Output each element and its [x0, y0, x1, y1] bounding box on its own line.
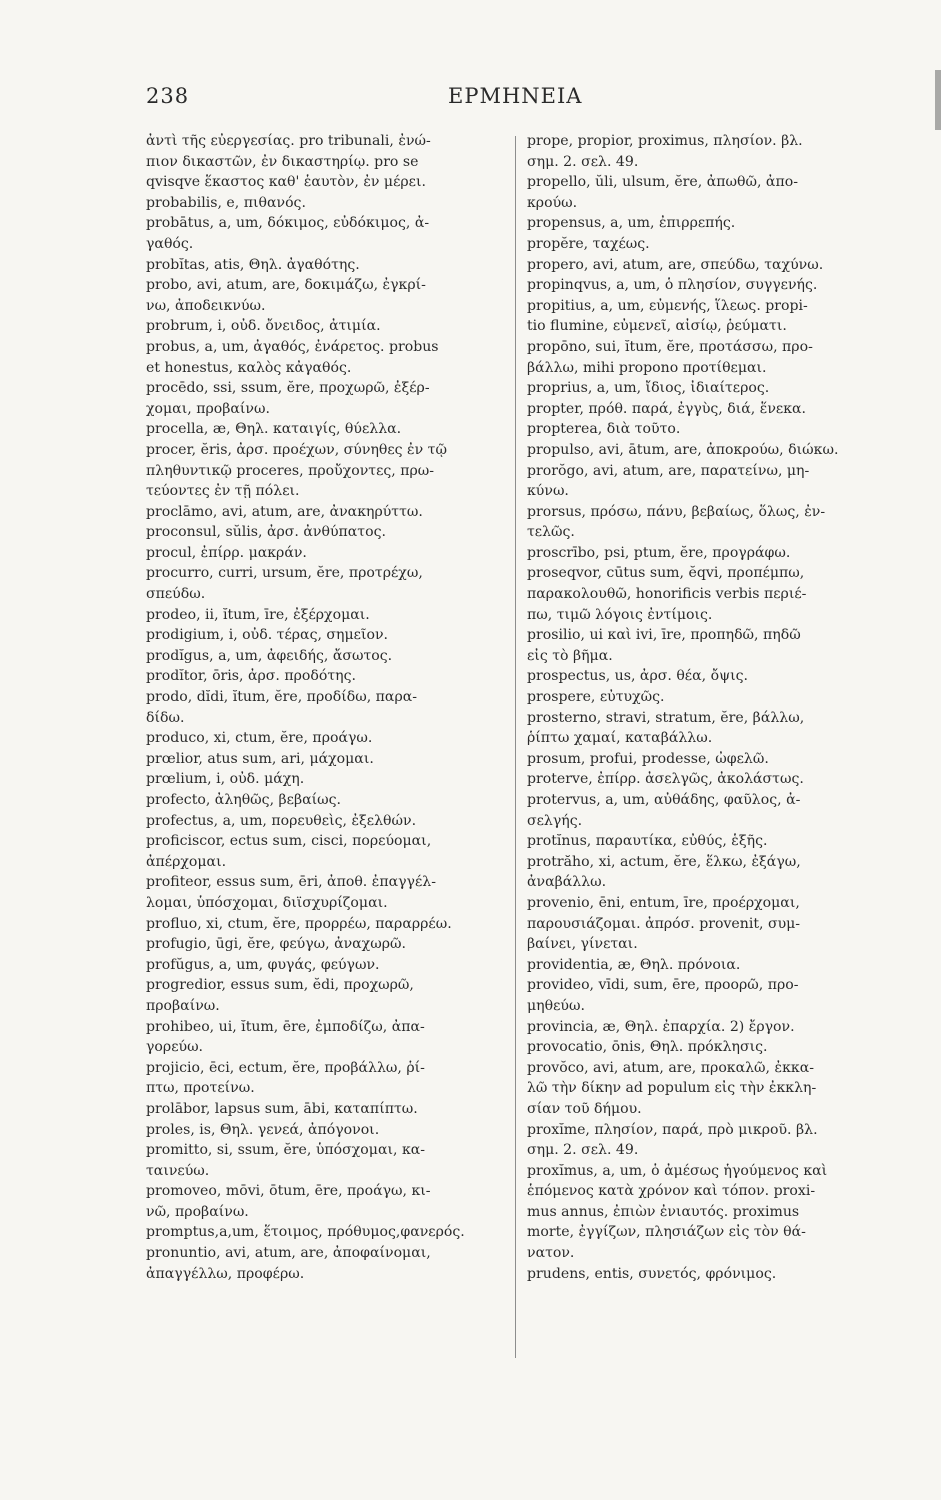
- dictionary-line: propter, πρόθ. παρά, ἐγγὺς, διά, ἕνεκα.: [527, 400, 806, 417]
- page-header: [0, 84, 941, 110]
- dictionary-line: ἑπόμενος κατὰ χρόνον καὶ τόπον. proxi-: [527, 1183, 816, 1200]
- dictionary-line: propōno, sui, ĭtum, ĕre, προτάσσω, προ-: [527, 338, 813, 355]
- dictionary-line: ἀπέρχομαι.: [146, 853, 227, 870]
- dictionary-line: providentia, æ, Θηλ. πρόνοια.: [527, 956, 741, 973]
- dictionary-line: κρούω.: [527, 194, 578, 211]
- dictionary-line: πω, τιμῶ λόγοις ἐντίμοις.: [527, 606, 713, 623]
- dictionary-line: prodeo, ii, ĭtum, īre, ἐξέρχομαι.: [146, 606, 370, 623]
- dictionary-line: prodo, dĭdi, ĭtum, ĕre, προδίδω, παρα-: [146, 689, 418, 706]
- dictionary-line: prodigium, i, οὐδ. τέρας, σημεῖον.: [146, 627, 389, 644]
- dictionary-line: πληθυντικῷ proceres, προὔχοντες, πρω-: [146, 462, 435, 479]
- running-title: ΕΡΜΗΝΕΙΑ: [448, 84, 583, 108]
- dictionary-line: profectus, a, um, πορευθεὶς, ἐξελθών.: [146, 812, 417, 829]
- dictionary-line: νω, ἀποδεικνύω.: [146, 297, 266, 314]
- dictionary-line: proles, is, Θηλ. γενεά, ἀπόγονοι.: [146, 1121, 380, 1138]
- dictionary-line: ἀντὶ τῆς εὐεργεσίας. pro tribunali, ἐνώ-: [146, 133, 431, 149]
- dictionary-line: prœlium, i, οὐδ. μάχη.: [146, 771, 305, 788]
- dictionary-line: ῥίπτω χαμαί, καταβάλλω.: [527, 730, 713, 747]
- dictionary-line: propensus, a, um, ἐπιρρεπής.: [527, 215, 736, 232]
- dictionary-line: propero, avi, atum, are, σπεύδω, ταχύνω.: [527, 256, 824, 273]
- dictionary-line: prœlior, atus sum, ari, μάχομαι.: [146, 750, 374, 767]
- dictionary-line: procer, ĕris, ἀρσ. προέχων, σύνηθες ἐν τῷ: [146, 441, 447, 458]
- dictionary-line: prosum, profui, prodesse, ὠφελῶ.: [527, 750, 769, 767]
- dictionary-line: proficiscor, ectus sum, cisci, πορεύομαι,: [146, 833, 432, 850]
- dictionary-line: σελγής.: [527, 812, 583, 829]
- dictionary-line: τελῶς.: [527, 524, 575, 541]
- dictionary-line: provocatio, ōnis, Θηλ. πρόκλησις.: [527, 1039, 768, 1056]
- dictionary-line: prodĭgus, a, um, ἀφειδής, ἄσωτος.: [146, 647, 393, 664]
- dictionary-line: χομαι, προβαίνω.: [146, 400, 270, 417]
- dictionary-line: promoveo, mōvi, ōtum, ēre, προάγω, κι-: [146, 1183, 431, 1200]
- dictionary-line: prolābor, lapsus sum, ābi, καταπίπτω.: [146, 1100, 418, 1117]
- dictionary-line: et honestus, καλὸς κἀγαθός.: [146, 359, 352, 376]
- dictionary-line: probo, avi, atum, are, δοκιμάζω, ἐγκρί-: [146, 277, 426, 294]
- dictionary-line: παρακολουθῶ, honorificis verbis περιέ-: [527, 586, 807, 603]
- dictionary-line: γαθός.: [146, 235, 194, 252]
- dictionary-line: prohibeo, ui, ĭtum, ēre, ἐμποδίζω, ἀπα-: [146, 1018, 425, 1035]
- right-column: [527, 131, 909, 1284]
- dictionary-line: profugio, ūgi, ĕre, φεύγω, ἀναχωρῶ.: [146, 936, 406, 953]
- dictionary-line: ἀναβάλλω.: [527, 874, 607, 891]
- dictionary-line: proxĭmus, a, um, ὁ ἀμέσως ἡγούμενος καὶ: [527, 1162, 828, 1179]
- dictionary-line: proprius, a, um, ἴδιος, ἰδιαίτερος.: [527, 380, 770, 397]
- dictionary-line: promitto, si, ssum, ĕre, ὑπόσχομαι, κα-: [146, 1142, 426, 1159]
- dictionary-line: probus, a, um, ἀγαθός, ἐνάρετος. probus: [146, 338, 439, 355]
- dictionary-line: δίδω.: [146, 709, 185, 726]
- dictionary-line: profŭgus, a, um, φυγάς, φεύγων.: [146, 956, 380, 973]
- dictionary-line: proconsul, sŭlis, ἀρσ. ἀνθύπατος.: [146, 524, 386, 541]
- page-number: 238: [146, 84, 190, 108]
- dictionary-line: promptus,a,um, ἕτοιμος, πρόθυμος,φανερός.: [146, 1224, 465, 1241]
- dictionary-line: prosilio, ui καὶ ivi, īre, προπηδῶ, πηδῶ: [527, 627, 801, 644]
- dictionary-line: πιον δικαστῶν, ἐν δικαστηρίῳ. pro se: [146, 153, 419, 170]
- dictionary-line: protervus, a, um, αὐθάδης, φαῦλος, ἀ-: [527, 792, 801, 808]
- dictionary-line: σίαν τοῦ δήμου.: [527, 1100, 642, 1117]
- dictionary-line: propinqvus, a, um, ὁ πλησίον, συγγενής.: [527, 277, 818, 294]
- dictionary-line: παρουσιάζομαι. ἀπρόσ. provenit, συμ-: [527, 915, 801, 932]
- dictionary-line: prorŏgo, avi, atum, are, παρατείνω, μη-: [527, 462, 810, 479]
- dictionary-line: procul, ἐπίρρ. μακράν.: [146, 544, 307, 561]
- dictionary-line: μηθεύω.: [527, 997, 585, 1014]
- dictionary-line: νατον.: [527, 1245, 575, 1262]
- dictionary-line: probātus, a, um, δόκιμος, εὐδόκιμος, ἀ-: [146, 215, 430, 232]
- dictionary-line: propitius, a, um, εὐμενής, ἵλεως. propi-: [527, 297, 808, 314]
- column-divider: [515, 136, 516, 1358]
- dictionary-line: provideo, vīdi, sum, ēre, προορῶ, προ-: [527, 977, 799, 994]
- dictionary-line: profluo, xi, ctum, ĕre, προρρέω, παραρρέω.: [146, 915, 452, 932]
- dictionary-line: ἀπαγγέλλω, προφέρω.: [146, 1265, 305, 1282]
- dictionary-line: λομαι, ὑπόσχομαι, διϊσχυρίζομαι.: [146, 894, 388, 911]
- scan-edge-mark: [935, 70, 941, 130]
- dictionary-line: mus annus, ἐπιὼν ἐνιαυτός. proximus: [527, 1203, 800, 1220]
- dictionary-line: σημ. 2. σελ. 49.: [527, 153, 639, 170]
- dictionary-line: profiteor, essus sum, ēri, ἀποθ. ἐπαγγέλ-: [146, 874, 436, 891]
- dictionary-line: projicio, ēci, ectum, ĕre, προβάλλω, ῥί-: [146, 1059, 425, 1076]
- dictionary-line: morte, ἐγγίζων, πλησιάζων εἰς τὸν θά-: [527, 1224, 806, 1241]
- dictionary-line: prudens, entis, συνετός, φρόνιμος.: [527, 1265, 777, 1282]
- dictionary-line: progredior, essus sum, ĕdi, προχωρῶ,: [146, 977, 414, 994]
- dictionary-line: ταινεύω.: [146, 1162, 210, 1179]
- dictionary-line: prorsus, πρόσω, πάνυ, βεβαίως, ὅλως, ἐν-: [527, 503, 826, 520]
- dictionary-line: proxĭme, πλησίον, παρά, πρὸ μικροῦ. βλ.: [527, 1121, 818, 1138]
- dictionary-line: propterea, διὰ τοῦτο.: [527, 421, 681, 438]
- dictionary-line: propulso, avi, ātum, are, ἀποκρούω, διώκω.: [527, 441, 839, 458]
- dictionary-line: εἰς τὸ βῆμα.: [527, 647, 613, 664]
- dictionary-line: probĭtas, atis, Θηλ. ἀγαθότης.: [146, 256, 360, 273]
- dictionary-line: propĕre, ταχέως.: [527, 235, 650, 252]
- dictionary-line: tio flumine, εὐμενεῖ, αἰσίῳ, ῥεύματι.: [527, 318, 787, 335]
- dictionary-line: γορεύω.: [146, 1039, 204, 1056]
- left-column: [146, 131, 509, 1284]
- dictionary-line: proscrībo, psi, ptum, ĕre, προγράφω.: [527, 544, 791, 561]
- dictionary-line: βάλλω, mihi propono προτίθεμαι.: [527, 359, 767, 376]
- dictionary-line: βαίνει, γίνεται.: [527, 936, 638, 953]
- dictionary-line: protrăho, xi, actum, ĕre, ἕλκω, ἐξάγω,: [527, 853, 801, 870]
- dictionary-line: profecto, ἀληθῶς, βεβαίως.: [146, 792, 342, 808]
- dictionary-line: σπεύδω.: [146, 586, 206, 603]
- dictionary-line: pronuntio, avi, atum, are, ἀποφαίνομαι,: [146, 1245, 431, 1262]
- dictionary-line: protĭnus, παραυτίκα, εὐθύς, ἑξῆς.: [527, 833, 768, 850]
- dictionary-line: prospectus, us, ἀρσ. θέα, ὄψις.: [527, 668, 749, 685]
- dictionary-line: proclāmo, avi, atum, are, ἀνακηρύττω.: [146, 503, 423, 520]
- dictionary-line: procella, æ, Θηλ. καταιγίς, θύελλα.: [146, 421, 402, 438]
- dictionary-line: provenio, ēni, entum, īre, προέρχομαι,: [527, 894, 800, 911]
- dictionary-line: προβαίνω.: [146, 997, 220, 1014]
- dictionary-line: provincia, æ, Θηλ. ἐπαρχία. 2) ἔργον.: [527, 1018, 795, 1035]
- dictionary-line: prospere, εὐτυχῶς.: [527, 689, 665, 706]
- dictionary-line: λῶ τὴν δίκην ad populum εἰς τὴν ἐκκλη-: [527, 1080, 817, 1097]
- dictionary-line: probabilis, e, πιθανός.: [146, 194, 306, 211]
- dictionary-line: propello, ŭli, ulsum, ĕre, ἀπωθῶ, ἀπο-: [527, 174, 798, 191]
- dictionary-line: πτω, προτείνω.: [146, 1080, 255, 1097]
- dictionary-line: provŏco, avi, atum, are, προκαλῶ, ἐκκα-: [527, 1059, 814, 1076]
- dictionary-line: produco, xi, ctum, ĕre, προάγω.: [146, 730, 373, 747]
- dictionary-line: procēdo, ssi, ssum, ĕre, προχωρῶ, ἐξέρ-: [146, 380, 430, 397]
- dictionary-line: probrum, i, οὐδ. ὄνειδος, ἀτιμία.: [146, 318, 381, 335]
- dictionary-line: τεύοντες ἐν τῇ πόλει.: [146, 483, 300, 500]
- dictionary-line: proseqvor, cūtus sum, ĕqvi, προπέμπω,: [527, 565, 805, 582]
- dictionary-line: κύνω.: [527, 483, 569, 500]
- dictionary-line: qvisqve ἕκαστος καθ' ἑαυτὸν, ἐν μέρει.: [146, 174, 426, 191]
- dictionary-line: σημ. 2. σελ. 49.: [527, 1142, 639, 1159]
- dictionary-line: prosterno, stravi, stratum, ĕre, βάλλω,: [527, 709, 805, 726]
- dictionary-line: prope, propior, proximus, πλησίον. βλ.: [527, 133, 803, 149]
- dictionary-line: prodĭtor, ōris, ἀρσ. προδότης.: [146, 668, 356, 685]
- dictionary-line: procurro, curri, ursum, ĕre, προτρέχω,: [146, 565, 423, 582]
- dictionary-line: proterve, ἐπίρρ. ἀσελγῶς, ἀκολάστως.: [527, 771, 804, 788]
- dictionary-line: νῶ, προβαίνω.: [146, 1203, 249, 1220]
